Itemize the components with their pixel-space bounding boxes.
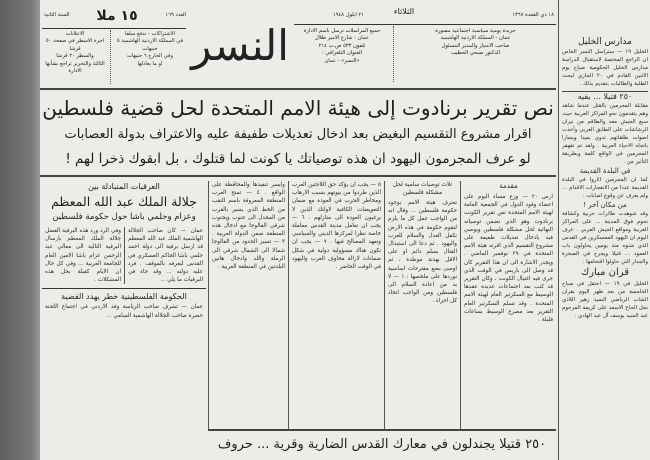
king-subheadline: وعزام وحلمي باشا حول حكومة فلسطين bbox=[52, 212, 196, 222]
sidebar-text: وقد شوهدت طائرات حربية وكشافة تحوم فوق المدينة ... على المراكز العربية ومواقع الجيش العربي . bbox=[562, 211, 648, 233]
masthead-logo: النسر bbox=[191, 21, 289, 70]
sidebar-text: الخليل ١٩ — ستراسل النسر الخاص ان الراجع المختصة لاستقبال الدراسة مدارس الخليل الحكومية صباح يوم الاثنين القادم في ٢٠ الجاري ليحث الطلبة والطالبات بتقديم بذلك . bbox=[562, 49, 649, 87]
correspondence-box bbox=[294, 28, 390, 65]
intro-title: مقدمة bbox=[499, 182, 518, 190]
recommendations-title: ثلاث توصيات سامية لحل مشكلة فلسطين bbox=[392, 182, 453, 196]
correspondence-line: تلفون ٥٣٣ ص.ب ٢١٤ bbox=[318, 42, 366, 49]
date-hijri: ١٨ ذي القعدة ١٣٦٧ bbox=[512, 12, 554, 18]
price: ١٥ ملا bbox=[96, 8, 138, 24]
king-kicker: العرقيات المتبادلة بين bbox=[88, 182, 160, 191]
sidebar-title: في البلدة القديمة bbox=[579, 167, 631, 175]
king-headline: جلالة الملك عبد الله المعظم bbox=[51, 194, 197, 209]
masthead bbox=[40, 0, 556, 88]
date-gregorian: ٢١ ايلول ١٩٤٨ bbox=[332, 12, 364, 18]
article-column-3: ٥ — يجب ان يؤكد حق اللاجئين العرب الذين طردوا من بيوتهم بسبب الارهاب ومخاطر الحرب في العودة مع ضمان التعويضات الكافية لاولئك الذين لا يرغبون العودة الى منازلهم . ٦ — يجب ان تعامل مدينة القدس معاملة خاصة نظرا لمركزها الديني والسياسي وتعهد المصالح فيها . ٧ — يجب ان تكون هناك مسؤولية دولية في شكل ضمانات لازالة مخاوف العرب واليهود في الوقت الحاضر . bbox=[288, 181, 384, 429]
correspondence-line: جميع المراسلات ترسل باسم الادارة bbox=[303, 28, 381, 34]
ads-line: والسطر ٢٠ قرشا bbox=[56, 53, 94, 60]
ads-line: الثالثة والتحرير تراجع بشأنها الادارة bbox=[45, 60, 105, 75]
ads-title: الاعلانات bbox=[65, 31, 85, 37]
correspondence-line: العنوان التلغرافي : bbox=[322, 50, 362, 57]
sidebar-text: عرف اليوم ان اليهود المعسكرين في القدس الذي شنوه منذ يومين يحاولون باب العمود ... قتيلا ويجرح في الصخرة والجدار التي حاولوا اقتحامها . bbox=[562, 227, 648, 265]
report-columns bbox=[208, 181, 556, 429]
article-intro bbox=[460, 181, 556, 429]
body-area bbox=[40, 177, 556, 460]
sidebar-title: من مكان آخر ! bbox=[583, 201, 627, 209]
scan-margin bbox=[0, 0, 40, 460]
article-column-4: وايسر تنفيذها والمحافظة على الواقع . ٤ — تمنح العرب المنطقة المعروفة باسم النقب من الخط الذي يسير بالقرب من المجدل الى جنوب ويجنوب شرقي الفالوجا مع ادخال هذه المنطقة ضمن الدولة العربية . ٣ — تسير الحدود من الفالوجا شمالا الى الشمال شرقي الى الرملة واللد وادخال هاتين البلدتين في المنطقة العربية . bbox=[208, 181, 288, 429]
sidebar-text: الخليل في ١٩ — احتفل في صباح الخامسة من بعد ظهر اليوم بقران الشاب الرياضي السيد زهير اللاذي نجل الحاج الاسعد على كريمة المرحوم عبد السيد يوسف آل عبد الهادي . bbox=[562, 281, 648, 319]
gov-headline: الحكومة الفلسطينية خطر يهدد القضية bbox=[42, 288, 206, 303]
sub-headline-1: اقرار مشروع التقسيم البغيض بعد ادخال تعديلات طفيفة عليه والاعتراف بدولة العصابات bbox=[64, 127, 532, 142]
king-article-col-2: وفي الرد ورد هذه البرقية الفضل جلالة الملك المعظم بارسال البرقية التالية الى معالي عبد الرحمن عزام باشا الامين العام للجامعة العربية ... وفي كل حال ان الايام كفيلة بحل هذه المشكلات . bbox=[45, 228, 121, 284]
sidebar-title: ٢٥٠ قتيلا ... بقيه bbox=[562, 91, 648, 102]
sub-headline-2: لو عرف المجرمون اليهود ان هذه توصياتك يا كونت لما قتلوك ، بل ابقوك ذخرا لهم ! bbox=[65, 151, 531, 167]
about-line: الدكتور صبحي الخطيب bbox=[450, 50, 501, 57]
subscriptions-box bbox=[113, 31, 187, 68]
gov-article: عمان — تشرف صاحب الرياسة وفد الاردني في اجتماع اللجنة حضرة صاحب الجلالة الهاشمية السامي ... bbox=[45, 304, 203, 319]
subscriptions-line: او ما يعادلها bbox=[137, 60, 163, 67]
about-line: عمان - المملكة الاردنية الهاشمية bbox=[440, 35, 511, 42]
issue-number: العدد ١٦٩ bbox=[165, 12, 186, 18]
intro-text: ارس ٢٠ — وزع مساء اليوم على اعضاء وفود الدول في الجمعية العامة لهيئة الامم المتحدة نص تقرير الكونت برنادوت وهو الذي تضمن توصياته النهائية لحل مشكلة فلسطين ويوصي فيه بادخال تعديلات طفيفة على مشروع التقسيم الذي اقرته هيئة الامم المتحدة في ٢٩ نوفمبر الماضي . ويجدر الاشارة الى ان هذا التقرير كان قد وصل الى باريس في الوقت الذي جرى فيه اغتيال الكونت ، وكان التقرير قد كتب بعد اجتماعات عديدة عقدها الوسيط مع السكرتير العام لهيئة الامم المتحدة . وقد تسلم السكرتير العام التقرير بعد مصرع الوسيط بساعات قليلة . bbox=[464, 194, 553, 324]
king-article-section bbox=[40, 181, 208, 460]
subscriptions-title: الاشتراكات - تدفع سلفا bbox=[124, 31, 176, 37]
main-headline: نص تقرير برنادوت إلى هيئة الامم المتحدة لحل قضية فلسطين bbox=[42, 96, 554, 120]
recommendations-text: تعترف هيئة الامم بوجود حكومة فلسطين ... وقال انه من الواجب عمل كل ما يلزم لتقوم حكومة في هذه الارض تكفل العدل والسلام للعرب واليهود . ثم دعا الى استبدال القتال بسلم دائم او على الاقل بهدنة موطدة ، ثم اوصى بضع مقترحات اساسية نوردها على ملخصها : ١ — لا بد من اعادة السلام الى فلسطين ومن الواجب اتخاذ كل اجراء . bbox=[388, 200, 457, 305]
sidebar-text: مقابلة المجرمين بالقتل عندما شاهد وهم يتقدمون نحو المراكز العربية حيث سبع الجيش معه والطاقم من نيران الرشاشات على الطابق العربي وأخذت اصوات طلقاتهم تدوي يمينا ويسارا باتجاه الاحياء العربية . ولقد تم تقهقر المجرمين في الواقع كلمة وبطريقة التأثير من . bbox=[562, 103, 648, 165]
sidebar-text: كما ان المجرمين اثاروا في البلدة القديمة عددا من الانفجارات الاقدام ... ولم يعرف عن وقوع اصابات . bbox=[562, 177, 648, 199]
ads-line: اجرة الاسطر في صفحة ٥٠ قرشا bbox=[45, 38, 105, 52]
about-box bbox=[397, 28, 554, 58]
headline-block bbox=[40, 88, 556, 177]
bottom-headline: ٢٥٠ قتيلا يجندلون في معارك القدس الضارية وقرية ... حروف bbox=[208, 429, 556, 460]
year: السنة الثانية bbox=[44, 12, 70, 18]
adjacent-page-column bbox=[558, 0, 650, 460]
subscriptions-line: في المملكة الاردنية الهاشمية ٥ جنيهات bbox=[116, 38, 184, 52]
sidebar-title: مدارس الخليل bbox=[578, 37, 632, 47]
about-line: صاحب الامتياز والمدير المسئول bbox=[441, 42, 510, 49]
sidebar-articles bbox=[562, 36, 648, 320]
king-article-col-1: عمان — كان صاحب الجلالة الهاشمية الملك عبد الله المعظم قد ارسل برقية الى دولة احمد حلمي باشا الحاكم العسكري في القدس ليعرفه بالموقف . فرد عليه دولته ... وقد جاء في البرقيات ما يلي ... bbox=[124, 227, 206, 284]
king-article-columns bbox=[42, 227, 206, 284]
subscriptions-line: وفي الخارج ٦ جنيهات bbox=[126, 53, 174, 60]
article-recommendations bbox=[384, 181, 460, 429]
ads-box bbox=[42, 31, 108, 75]
correspondence-line: «النسر» - عمان bbox=[324, 57, 360, 64]
bernadotte-report-section bbox=[208, 181, 556, 460]
about-line: جريدة يومية سياسية اجتماعية مصورة bbox=[435, 28, 516, 34]
correspondence-line: عمان : شارع الامير طلال bbox=[315, 35, 369, 42]
sidebar-title: قران مبارك bbox=[580, 267, 630, 278]
newspaper-front-page bbox=[40, 0, 556, 460]
weekday: الثلاثاء bbox=[393, 7, 415, 16]
